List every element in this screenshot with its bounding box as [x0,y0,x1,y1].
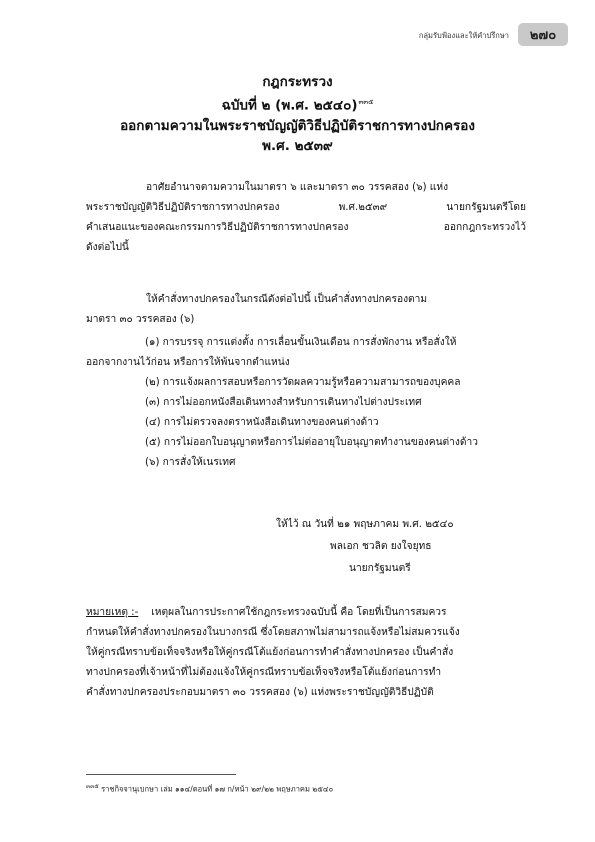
footnote [86,781,333,796]
remark-section [86,603,526,703]
footnote-ref: ๓๓๕ [358,98,374,106]
body-paragraph-1 [86,178,526,258]
remark-line: กำหนดให้คำสั่งทางปกครองในบางกรณี ซึ่งโดยสภาพไม่สามารถแจ้งหรือไม่สมควรแจ้ง [86,627,460,638]
list-item: (๕) การไม่ออกใบอนุญาตหรือการไม่ต่ออายุใบอนุญาตทำงานของคนต่างด้าว [145,437,478,448]
list-item: (๔) การไม่ตรวจลงตราหนังสือเดินทางของคนต่างด้าว [145,417,379,428]
title-issue: ฉบับที่ ๒ (พ.ศ. ๒๕๔๐) [221,97,358,114]
footnote-number: ๓๓๕ [86,783,99,790]
item-list [86,333,526,473]
footnote-rule [86,774,236,775]
remark-first-line [86,603,526,623]
body-line: คำเสนอแนะของคณะกรรมการวิธีปฏิบัติราชการทางปกครอง ออกกฎกระทรวงไว้ [86,222,526,233]
body-line: พระราชบัญญัติวิธีปฏิบัติราชการทางปกครอง พ.ศ.๒๕๓๙ นายกรัฐมนตรีโดย [86,202,526,213]
title-line-4: พ.ศ. ๒๕๓๙ [262,137,333,154]
title-line-2 [0,92,595,116]
title-line-1: กฎกระทรวง [262,74,333,90]
signature-name: พลเอก ชวลิต ยงใจยุทธ [330,541,432,552]
body-line: ให้คำสั่งทางปกครองในกรณีดังต่อไปนี้ เป็นคำสั่งทางปกครองตาม [146,294,428,305]
body-line: อาศัยอำนาจตามความในมาตรา ๖ และมาตรา ๓๐ วรรคสอง (๖) แห่ง [146,182,449,193]
list-item-continuation: ออกจากงานไว้ก่อน หรือการให้พ้นจากตำแหน่ง [86,357,290,368]
header-office: กลุ่มรับฟ้องและให้คำปรึกษา [418,31,509,40]
remark-line: เหตุผลในการประกาศใช้กฎกระทรวงฉบับนี้ คือ โดยที่เป็นการสมควร [151,607,447,618]
body-paragraph-2 [86,290,526,330]
page-number-badge: ๒๗๐ [518,23,568,46]
remark-label: หมายเหตุ :- [86,607,139,618]
body-line: มาตรา ๓๐ วรรคสอง (๖) [86,314,195,325]
list-item: (๑) การบรรจุ การแต่งตั้ง การเลื่อนขั้นเงินเดือน การสั่งพักงาน หรือสั่งให้ [145,337,457,348]
list-item: (๓) การไม่ออกหนังสือเดินทางสำหรับการเดินทางไปต่างประเทศ [145,397,422,408]
title-line-3: ออกตามความในพระราชบัญญัติวิธีปฏิบัติราชการทางปกครอง [120,117,475,134]
remark-line: ให้คู่กรณีทราบข้อเท็จจริงหรือให้คู่กรณีโต้แย้งก่อนการทำคำสั่งทางปกครอง เป็นคำสั่ง [86,647,454,658]
footnote-text: ราชกิจจานุเบกษา เล่ม ๑๑๔/ตอนที่ ๑๗ ก/หน้า ๒๙/๒๒ พฤษภาคม ๒๕๔๐ [101,784,334,794]
remark-line: ทางปกครองที่เจ้าหน้าที่ไม่ต้องแจ้งให้คู่กรณีทราบข้อเท็จจริงหรือโต้แย้งก่อนการทำ [86,667,442,678]
remark-line: คำสั่งทางปกครองประกอบมาตรา ๓๐ วรรคสอง (๖) แห่งพระราชบัญญัติวิธีปฏิบัติ [86,687,434,698]
title-block [0,72,595,156]
list-item: (๖) การสั่งให้เนรเทศ [145,457,236,468]
signature-position: นายกรัฐมนตรี [349,563,411,574]
body-line: ดังต่อไปนี้ [86,242,129,253]
signature-date: ให้ไว้ ณ วันที่ ๒๑ พฤษภาคม พ.ศ. ๒๕๔๐ [276,519,454,530]
list-item: (๒) การแจ้งผลการสอบหรือการวัดผลความรู้หรือความสามารถของบุคคล [145,377,461,388]
